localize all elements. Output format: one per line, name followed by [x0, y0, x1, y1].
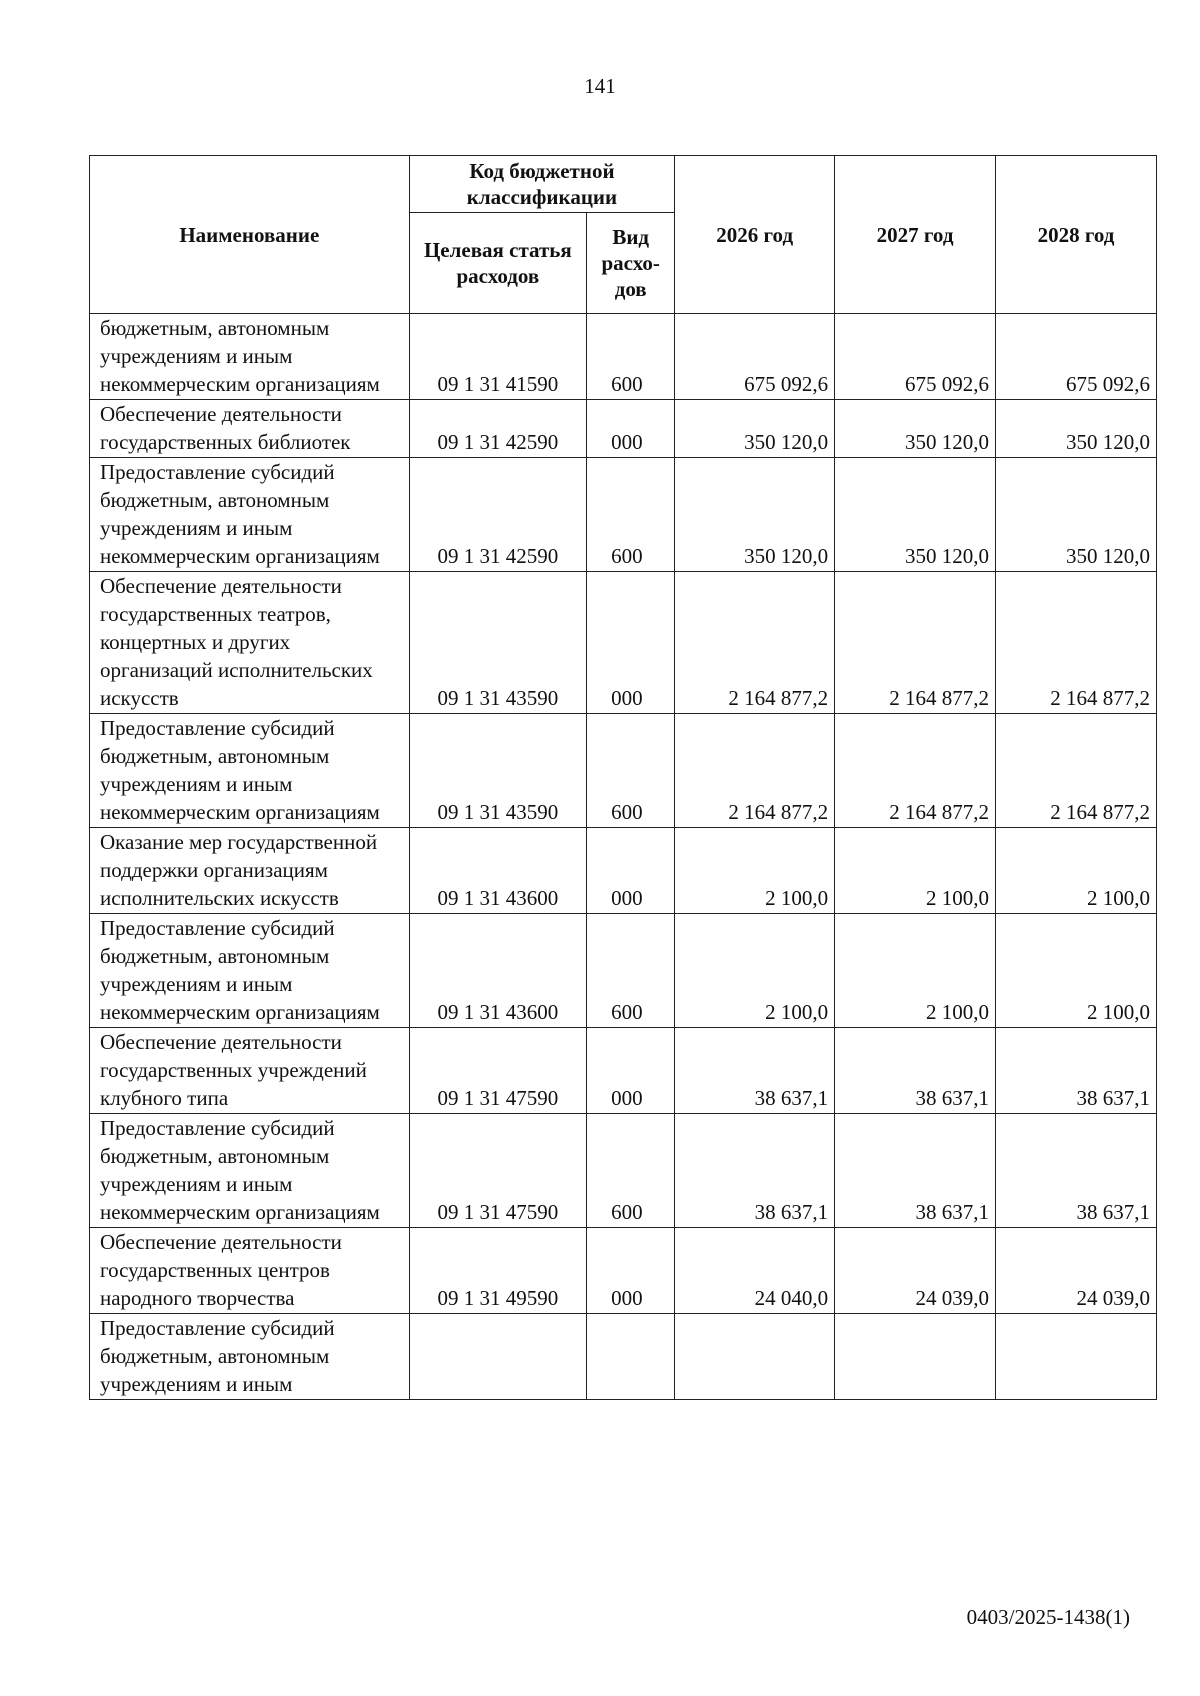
cell-name: Предоставление субсидий бюджетным, автономным учреждениям и иным [90, 1314, 410, 1400]
cell-name: Обеспечение деятельности государственных библиотек [90, 400, 410, 458]
column-header-2026: 2026 год [675, 156, 835, 314]
cell-2028: 2 100,0 [996, 914, 1157, 1028]
cell-2027: 350 120,0 [835, 458, 996, 572]
column-header-target-article: Целевая статья расходов [409, 213, 586, 314]
cell-2026: 2 100,0 [675, 828, 835, 914]
cell-2028: 350 120,0 [996, 458, 1157, 572]
column-header-expense-kind: Вид расхо-дов [587, 213, 675, 314]
cell-expense-kind: 600 [587, 914, 675, 1028]
cell-2028: 2 164 877,2 [996, 572, 1157, 714]
cell-2028: 675 092,6 [996, 314, 1157, 400]
cell-expense-kind: 000 [587, 1228, 675, 1314]
cell-2026: 350 120,0 [675, 400, 835, 458]
cell-target-article: 09 1 31 42590 [409, 400, 586, 458]
table-row [90, 1314, 1157, 1400]
cell-2027: 675 092,6 [835, 314, 996, 400]
document-code: 0403/2025-1438(1) [966, 1605, 1130, 1629]
cell-target-article: 09 1 31 43590 [409, 714, 586, 828]
cell-2027: 2 164 877,2 [835, 572, 996, 714]
cell-target-article: 09 1 31 47590 [409, 1114, 586, 1228]
cell-2026: 24 040,0 [675, 1228, 835, 1314]
cell-expense-kind: 600 [587, 714, 675, 828]
table-row [90, 714, 1157, 828]
cell-expense-kind [587, 1314, 675, 1400]
cell-2027: 2 100,0 [835, 914, 996, 1028]
table-row [90, 1228, 1157, 1314]
cell-expense-kind: 600 [587, 1114, 675, 1228]
cell-2026: 350 120,0 [675, 458, 835, 572]
cell-2026: 675 092,6 [675, 314, 835, 400]
cell-2027: 24 039,0 [835, 1228, 996, 1314]
column-header-2027: 2027 год [835, 156, 996, 314]
cell-2028: 38 637,1 [996, 1114, 1157, 1228]
cell-2026: 38 637,1 [675, 1028, 835, 1114]
cell-2026: 2 164 877,2 [675, 572, 835, 714]
table-row [90, 572, 1157, 714]
cell-2027 [835, 1314, 996, 1400]
cell-name: Обеспечение деятельности государственных центров народного творчества [90, 1228, 410, 1314]
table-row [90, 314, 1157, 400]
cell-name: Предоставление субсидий бюджетным, автономным учреждениям и иным некоммерческим организациям [90, 714, 410, 828]
cell-expense-kind: 000 [587, 572, 675, 714]
cell-2028: 2 100,0 [996, 828, 1157, 914]
cell-2028: 38 637,1 [996, 1028, 1157, 1114]
table-row [90, 458, 1157, 572]
cell-expense-kind: 000 [587, 1028, 675, 1114]
cell-expense-kind: 600 [587, 314, 675, 400]
cell-target-article: 09 1 31 43600 [409, 914, 586, 1028]
cell-name: бюджетным, автономным учреждениям и иным некоммерческим организациям [90, 314, 410, 400]
page-number: 141 [584, 74, 616, 98]
cell-name: Предоставление субсидий бюджетным, автономным учреждениям и иным некоммерческим организациям [90, 914, 410, 1028]
table-row [90, 1114, 1157, 1228]
cell-target-article: 09 1 31 47590 [409, 1028, 586, 1114]
cell-name: Предоставление субсидий бюджетным, автономным учреждениям и иным некоммерческим организациям [90, 1114, 410, 1228]
cell-target-article: 09 1 31 43590 [409, 572, 586, 714]
table-row [90, 828, 1157, 914]
cell-2026: 2 164 877,2 [675, 714, 835, 828]
budget-table [89, 155, 1157, 1400]
cell-2028 [996, 1314, 1157, 1400]
cell-target-article: 09 1 31 41590 [409, 314, 586, 400]
cell-expense-kind: 600 [587, 458, 675, 572]
cell-2027: 38 637,1 [835, 1114, 996, 1228]
cell-name: Обеспечение деятельности государственных учреждений клубного типа [90, 1028, 410, 1114]
cell-2027: 2 164 877,2 [835, 714, 996, 828]
cell-2028: 24 039,0 [996, 1228, 1157, 1314]
cell-2026: 2 100,0 [675, 914, 835, 1028]
cell-2027: 38 637,1 [835, 1028, 996, 1114]
table-row [90, 1028, 1157, 1114]
column-header-budget-code: Код бюджетной классификации [409, 156, 675, 213]
cell-target-article [409, 1314, 586, 1400]
column-header-2028: 2028 год [996, 156, 1157, 314]
table-row [90, 400, 1157, 458]
table-body [90, 314, 1157, 1400]
cell-expense-kind: 000 [587, 828, 675, 914]
cell-target-article: 09 1 31 43600 [409, 828, 586, 914]
cell-name: Оказание мер государственной поддержки организациям исполнительских искусств [90, 828, 410, 914]
cell-target-article: 09 1 31 49590 [409, 1228, 586, 1314]
header-row-group [90, 156, 1157, 213]
cell-expense-kind: 000 [587, 400, 675, 458]
cell-2026: 38 637,1 [675, 1114, 835, 1228]
cell-name: Обеспечение деятельности государственных театров, концертных и других организаций исполнительских искусств [90, 572, 410, 714]
cell-2028: 2 164 877,2 [996, 714, 1157, 828]
cell-name: Предоставление субсидий бюджетным, автономным учреждениям и иным некоммерческим организациям [90, 458, 410, 572]
table-row [90, 914, 1157, 1028]
cell-target-article: 09 1 31 42590 [409, 458, 586, 572]
cell-2028: 350 120,0 [996, 400, 1157, 458]
cell-2026 [675, 1314, 835, 1400]
cell-2027: 350 120,0 [835, 400, 996, 458]
cell-2027: 2 100,0 [835, 828, 996, 914]
column-header-name: Наименование [90, 156, 410, 314]
